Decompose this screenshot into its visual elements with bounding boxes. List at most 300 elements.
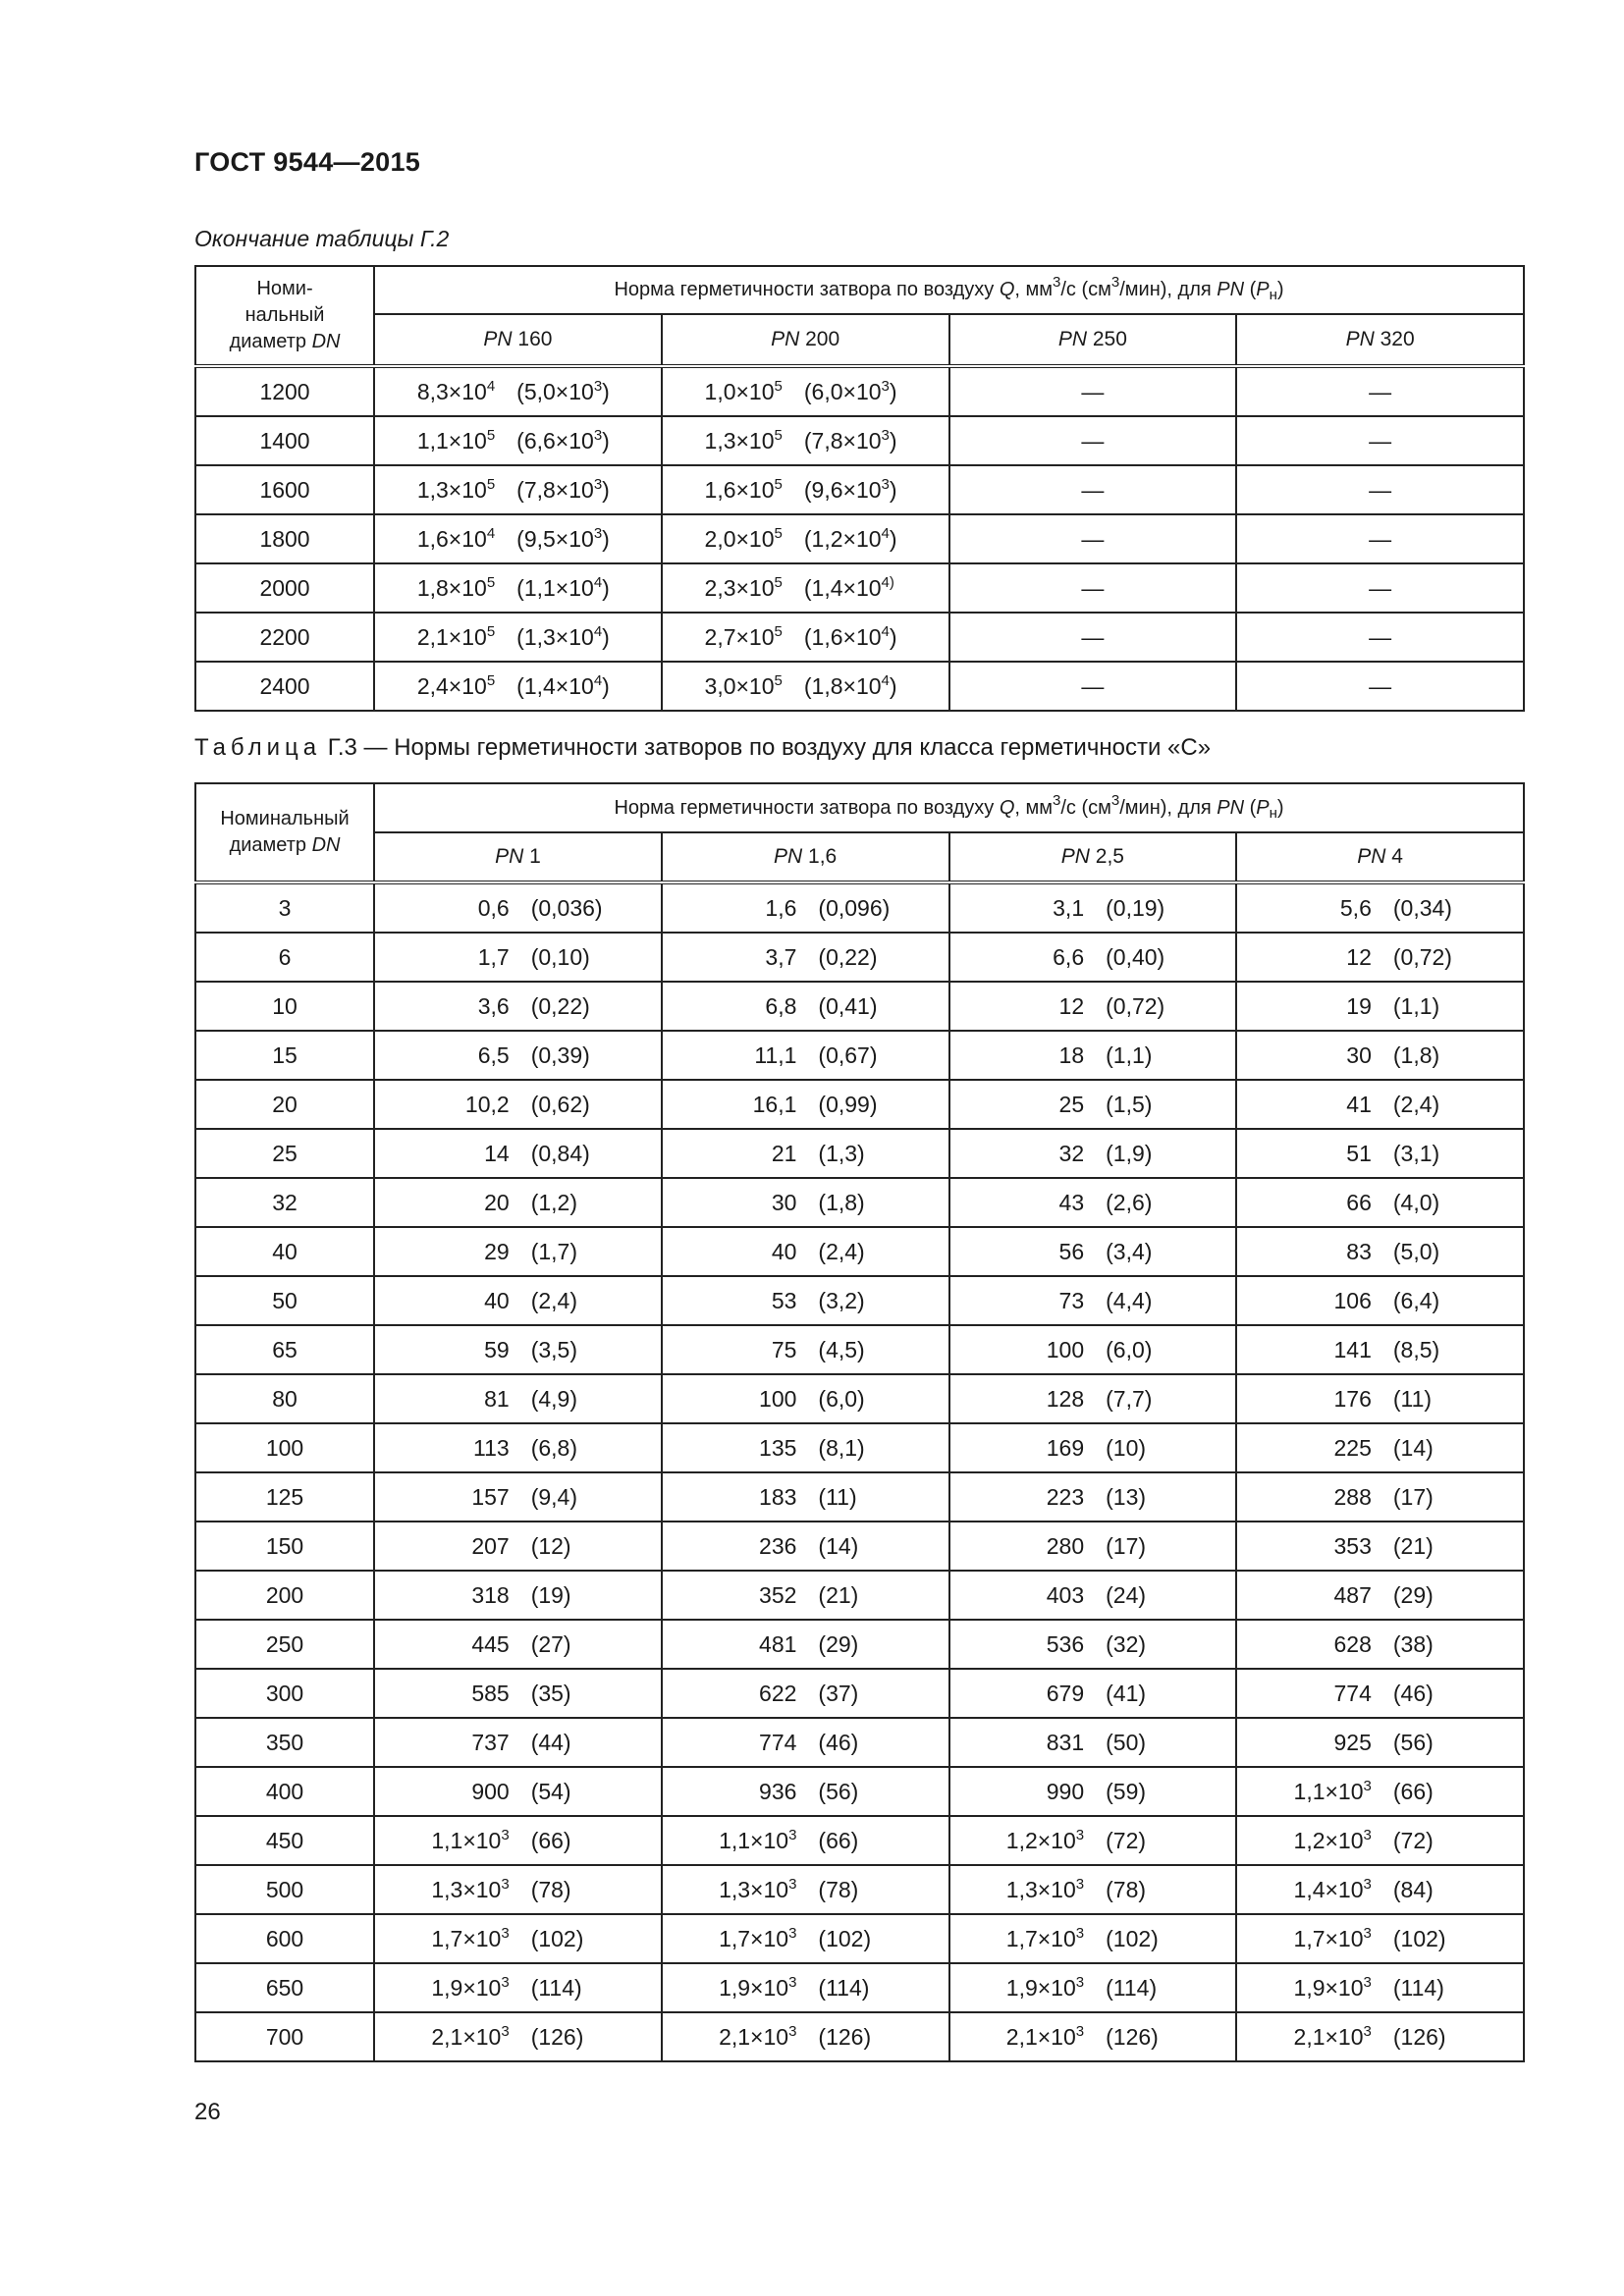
leak-rate-cell <box>1236 1080 1524 1129</box>
leak-rate-alt-value: $(1,4\times 10^4)$ <box>516 671 610 699</box>
leak-rate-cell: — <box>949 465 1237 514</box>
leak-rate-value: $2,1\times 10^5$ <box>416 622 496 650</box>
leak-rate-cell <box>374 514 662 563</box>
leak-rate-value: 16,1 <box>752 1091 797 1117</box>
leak-rate-alt-value: (1,3) <box>818 1140 865 1166</box>
leak-rate-alt-value: (126) <box>818 2023 872 2050</box>
leak-rate-value: 14 <box>484 1140 510 1166</box>
leak-rate-alt-value: (126) <box>1106 2023 1159 2050</box>
leak-rate-alt-value: (102) <box>1106 1925 1159 1951</box>
leak-rate-alt-value: (78) <box>1106 1876 1147 1902</box>
leak-rate-alt-value: (0,67) <box>818 1041 878 1068</box>
pn-column-header: PN 250 <box>949 314 1237 366</box>
leak-rate-value: $1,3\times 10^5$ <box>704 426 783 454</box>
leak-rate-alt-value: (66) <box>530 1827 571 1853</box>
leak-rate-alt-value: (3,2) <box>818 1287 865 1313</box>
leak-rate-alt-value: (102) <box>1392 1925 1446 1951</box>
leak-rate-alt-value: (0,39) <box>530 1041 590 1068</box>
leak-rate-value: 106 <box>1333 1287 1372 1313</box>
leak-rate-value: $1,3\times 10^5$ <box>416 475 496 503</box>
leak-rate-value: 20 <box>484 1189 510 1215</box>
leak-rate-cell <box>1236 1129 1524 1178</box>
leak-rate-value: 51 <box>1346 1140 1372 1166</box>
table-row <box>195 1816 1524 1865</box>
leak-rate-value: 128 <box>1046 1385 1085 1412</box>
leak-rate-alt-value: (38) <box>1392 1630 1434 1657</box>
leak-rate-value: 56 <box>1058 1238 1085 1264</box>
table-row <box>195 366 1524 416</box>
leak-rate-cell <box>1236 1669 1524 1718</box>
leak-rate-cell <box>374 1620 662 1669</box>
table-row <box>195 1718 1524 1767</box>
leak-rate-alt-value: (114) <box>1106 1974 1158 2001</box>
leak-rate-alt-value: (0,10) <box>530 943 590 970</box>
leak-rate-cell <box>374 882 662 933</box>
leak-rate-alt-value: (0,72) <box>1106 992 1165 1019</box>
leak-rate-cell <box>1236 1374 1524 1423</box>
leak-rate-alt-value: (66) <box>1392 1778 1434 1804</box>
leak-rate-value: 536 <box>1046 1630 1085 1657</box>
leak-rate-alt-value: (114) <box>1392 1974 1444 2001</box>
leak-rate-alt-value: (54) <box>530 1778 571 1804</box>
leak-rate-alt-value: (8,1) <box>818 1434 865 1461</box>
leak-rate-cell <box>662 1767 949 1816</box>
dn-cell: 40 <box>195 1227 374 1276</box>
leak-rate-cell <box>374 1325 662 1374</box>
leak-rate-value: $1,7\times 10^3$ <box>431 1924 510 1951</box>
leak-rate-cell <box>1236 1865 1524 1914</box>
dn-cell: 300 <box>195 1669 374 1718</box>
leak-rate-alt-value: (29) <box>1392 1581 1434 1608</box>
leak-rate-cell <box>662 1276 949 1325</box>
leak-rate-cell <box>949 882 1237 933</box>
table-row <box>195 563 1524 613</box>
dn-cell: 2400 <box>195 662 374 711</box>
leak-rate-cell <box>662 1816 949 1865</box>
leak-rate-alt-value: (72) <box>1106 1827 1147 1853</box>
leak-rate-cell <box>1236 1914 1524 1963</box>
leak-rate-alt-value: $(6,0\times 10^3)$ <box>803 377 897 404</box>
leak-rate-value: $1,2\times 10^3$ <box>1005 1826 1085 1853</box>
leak-rate-value: 100 <box>759 1385 797 1412</box>
leak-rate-cell <box>1236 1718 1524 1767</box>
leak-rate-value: $8,3\times 10^4$ <box>416 377 496 404</box>
leak-rate-cell: — <box>949 366 1237 416</box>
table-row <box>195 1522 1524 1571</box>
leak-rate-alt-value: (78) <box>818 1876 859 1902</box>
leak-rate-alt-value: $(7,8\times 10^3)$ <box>516 475 610 503</box>
leak-rate-value: 113 <box>473 1434 510 1461</box>
leak-rate-alt-value: (46) <box>1392 1680 1434 1706</box>
dn-cell: 2000 <box>195 563 374 613</box>
table-row <box>195 514 1524 563</box>
leak-rate-value: 40 <box>484 1287 510 1313</box>
leak-rate-cell <box>662 613 949 662</box>
leak-rate-cell <box>374 1031 662 1080</box>
leak-rate-cell <box>1236 1423 1524 1472</box>
leak-rate-alt-value: (37) <box>818 1680 859 1706</box>
leak-rate-value: $1,7\times 10^3$ <box>1005 1924 1085 1951</box>
leak-rate-value: $1,1\times 10^3$ <box>431 1826 510 1853</box>
leak-rate-value: 41 <box>1346 1091 1372 1117</box>
leak-rate-alt-value: (46) <box>818 1729 859 1755</box>
leak-rate-alt-value: (126) <box>1392 2023 1446 2050</box>
leak-rate-value: 585 <box>471 1680 510 1706</box>
leak-rate-alt-value: (78) <box>530 1876 571 1902</box>
leak-rate-alt-value: (2,4) <box>530 1287 577 1313</box>
leak-rate-value: 622 <box>759 1680 797 1706</box>
leak-rate-value: 925 <box>1333 1729 1372 1755</box>
leak-rate-cell: — <box>1236 514 1524 563</box>
leak-rate-alt-value: $(1,8\times 10^4)$ <box>803 671 897 699</box>
leak-rate-cell <box>374 1472 662 1522</box>
leak-rate-alt-value: (14) <box>818 1532 859 1559</box>
leak-rate-cell <box>949 933 1237 982</box>
pn-column-header: PN 4 <box>1236 832 1524 882</box>
leak-rate-value: 83 <box>1346 1238 1372 1264</box>
leak-rate-value: 6,6 <box>1053 943 1085 970</box>
leak-rate-alt-value: $(1,1\times 10^4)$ <box>516 573 610 601</box>
leak-rate-alt-value: (66) <box>818 1827 859 1853</box>
leak-rate-value: $1,7\times 10^3$ <box>719 1924 797 1951</box>
leak-rate-cell <box>662 563 949 613</box>
leak-rate-value: 481 <box>759 1630 797 1657</box>
leak-rate-alt-value: (6,4) <box>1392 1287 1440 1313</box>
leak-rate-value: 12 <box>1346 943 1372 970</box>
leak-rate-cell: — <box>1236 662 1524 711</box>
leak-rate-cell <box>1236 1031 1524 1080</box>
table-row <box>195 1914 1524 1963</box>
leak-rate-value: $2,1\times 10^3$ <box>1005 2022 1085 2050</box>
leak-rate-alt-value: (12) <box>530 1532 571 1559</box>
leak-rate-alt-value: (13) <box>1106 1483 1147 1510</box>
leak-rate-cell <box>374 982 662 1031</box>
leak-rate-alt-value: (4,9) <box>530 1385 577 1412</box>
leak-rate-header: Норма герметичности затвора по воздуху Q, $мм^3/с$ $(см^3/мин)$, для PN $(P_н)$ <box>374 783 1524 832</box>
leak-rate-value: 318 <box>471 1581 510 1608</box>
dn-cell: 50 <box>195 1276 374 1325</box>
leak-rate-cell <box>374 1276 662 1325</box>
leak-rate-value: 73 <box>1058 1287 1085 1313</box>
leak-rate-alt-value: (0,22) <box>818 943 878 970</box>
leak-rate-value: 21 <box>771 1140 797 1166</box>
leak-rate-value: 288 <box>1333 1483 1372 1510</box>
leak-rate-alt-value: (6,8) <box>530 1434 577 1461</box>
leak-rate-cell <box>374 1767 662 1816</box>
leak-rate-cell <box>949 1472 1237 1522</box>
leak-rate-cell: — <box>1236 416 1524 465</box>
table-row <box>195 662 1524 711</box>
leak-rate-alt-value: (0,036) <box>530 894 603 921</box>
leak-rate-cell <box>662 1423 949 1472</box>
table-g3-caption: Таблица Г.3 — Нормы герметичности затворов по воздуху для класса герметичности «С» <box>194 734 1212 761</box>
dn-cell: 150 <box>195 1522 374 1571</box>
leak-rate-cell <box>662 1031 949 1080</box>
leak-rate-value: $2,7\times 10^5$ <box>704 622 783 650</box>
leak-rate-alt-value: (4,0) <box>1392 1189 1440 1215</box>
leak-rate-cell <box>374 1374 662 1423</box>
leak-rate-value: $1,1\times 10^5$ <box>416 426 496 454</box>
leak-rate-cell <box>662 1963 949 2012</box>
dn-cell: 400 <box>195 1767 374 1816</box>
table-row <box>195 1178 1524 1227</box>
leak-rate-cell <box>1236 1276 1524 1325</box>
leak-rate-alt-value: (6,0) <box>1106 1336 1153 1362</box>
leak-rate-value: 0,6 <box>477 894 510 921</box>
leak-rate-alt-value: (0,34) <box>1392 894 1452 921</box>
table-row <box>195 1963 1524 2012</box>
leak-rate-alt-value: (126) <box>530 2023 584 2050</box>
leak-rate-value: 169 <box>1046 1434 1085 1461</box>
leak-rate-cell <box>662 933 949 982</box>
leak-rate-value: 43 <box>1058 1189 1085 1215</box>
leak-rate-value: 990 <box>1046 1778 1085 1804</box>
leak-rate-value: 774 <box>1333 1680 1372 1706</box>
leak-rate-cell <box>662 1571 949 1620</box>
leak-rate-cell <box>949 1522 1237 1571</box>
leak-rate-value: 3,1 <box>1053 894 1085 921</box>
dn-cell: 15 <box>195 1031 374 1080</box>
leak-rate-cell <box>374 1669 662 1718</box>
leak-rate-cell <box>662 662 949 711</box>
dn-cell: 700 <box>195 2012 374 2061</box>
leak-rate-value: $1,3\times 10^3$ <box>431 1875 510 1902</box>
leak-rate-value: $2,3\times 10^5$ <box>704 573 783 601</box>
leak-rate-cell <box>662 1669 949 1718</box>
leak-rate-alt-value: (29) <box>818 1630 859 1657</box>
leak-rate-value: 53 <box>771 1287 797 1313</box>
leak-rate-alt-value: (59) <box>1106 1778 1147 1804</box>
table-row <box>195 1325 1524 1374</box>
leak-rate-cell <box>949 1767 1237 1816</box>
leak-rate-cell <box>949 1325 1237 1374</box>
leak-rate-alt-value: (2,6) <box>1106 1189 1153 1215</box>
leak-rate-value: 236 <box>759 1532 797 1559</box>
table-row <box>195 416 1524 465</box>
table-g2 <box>194 265 1525 712</box>
leak-rate-alt-value: (10) <box>1106 1434 1147 1461</box>
leak-rate-cell <box>1236 1522 1524 1571</box>
leak-rate-cell <box>662 416 949 465</box>
leak-rate-value: 40 <box>771 1238 797 1264</box>
leak-rate-value: $1,6\times 10^4$ <box>416 524 496 552</box>
dn-cell: 450 <box>195 1816 374 1865</box>
leak-rate-alt-value: (8,5) <box>1392 1336 1440 1362</box>
leak-rate-value: $2,1\times 10^3$ <box>1293 2022 1372 2050</box>
leak-rate-value: 75 <box>771 1336 797 1362</box>
leak-rate-value: $1,7\times 10^3$ <box>1293 1924 1372 1951</box>
leak-rate-cell <box>374 1227 662 1276</box>
dn-cell: 80 <box>195 1374 374 1423</box>
leak-rate-cell <box>949 1276 1237 1325</box>
leak-rate-value: 679 <box>1046 1680 1085 1706</box>
leak-rate-cell <box>949 1816 1237 1865</box>
leak-rate-cell <box>374 1865 662 1914</box>
leak-rate-alt-value: (0,62) <box>530 1091 590 1117</box>
leak-rate-cell <box>662 1718 949 1767</box>
leak-rate-alt-value: (35) <box>530 1680 571 1706</box>
leak-rate-value: 66 <box>1346 1189 1372 1215</box>
leak-rate-value: $1,3\times 10^3$ <box>719 1875 797 1902</box>
leak-rate-cell: — <box>1236 366 1524 416</box>
leak-rate-alt-value: (1,1) <box>1106 1041 1153 1068</box>
leak-rate-cell <box>1236 882 1524 933</box>
leak-rate-cell <box>949 1963 1237 2012</box>
leak-rate-cell <box>949 1718 1237 1767</box>
leak-rate-value: $1,1\times 10^3$ <box>1293 1777 1372 1804</box>
pn-column-header: PN 320 <box>1236 314 1524 366</box>
pn-column-header: PN 1,6 <box>662 832 949 882</box>
leak-rate-alt-value: (1,8) <box>818 1189 865 1215</box>
leak-rate-value: $2,1\times 10^3$ <box>719 2022 797 2050</box>
table-row <box>195 1767 1524 1816</box>
leak-rate-alt-value: (56) <box>1392 1729 1434 1755</box>
leak-rate-value: 3,6 <box>477 992 510 1019</box>
dn-cell: 10 <box>195 982 374 1031</box>
leak-rate-value: 30 <box>1346 1041 1372 1068</box>
leak-rate-alt-value: (1,9) <box>1106 1140 1153 1166</box>
leak-rate-cell <box>662 1914 949 1963</box>
leak-rate-cell <box>949 1620 1237 1669</box>
leak-rate-alt-value: (1,1) <box>1392 992 1440 1019</box>
leak-rate-value: 18 <box>1058 1041 1085 1068</box>
leak-rate-value: 3,7 <box>765 943 797 970</box>
leak-rate-alt-value: (50) <box>1106 1729 1147 1755</box>
leak-rate-cell <box>374 1178 662 1227</box>
dn-cell: 3 <box>195 882 374 933</box>
leak-rate-cell <box>662 1080 949 1129</box>
leak-rate-cell <box>374 563 662 613</box>
leak-rate-alt-value: (4,4) <box>1106 1287 1153 1313</box>
table-g2-caption: Окончание таблицы Г.2 <box>194 226 450 251</box>
leak-rate-cell <box>1236 982 1524 1031</box>
leak-rate-value: 11,1 <box>754 1041 797 1068</box>
leak-rate-cell <box>374 2012 662 2061</box>
leak-rate-cell <box>949 1227 1237 1276</box>
table-row <box>195 882 1524 933</box>
leak-rate-cell <box>949 2012 1237 2061</box>
leak-rate-cell <box>949 1129 1237 1178</box>
dn-cell: 20 <box>195 1080 374 1129</box>
leak-rate-cell <box>374 1816 662 1865</box>
leak-rate-cell <box>662 1620 949 1669</box>
leak-rate-cell <box>949 1031 1237 1080</box>
leak-rate-alt-value: $(1,3\times 10^4)$ <box>516 622 610 650</box>
dn-cell: 600 <box>195 1914 374 1963</box>
leak-rate-alt-value: $(9,5\times 10^3)$ <box>516 524 610 552</box>
leak-rate-value: 176 <box>1333 1385 1372 1412</box>
leak-rate-cell <box>374 1963 662 2012</box>
leak-rate-value: $1,9\times 10^3$ <box>719 1973 797 2001</box>
leak-rate-value: 737 <box>471 1729 510 1755</box>
table-g3 <box>194 782 1525 2062</box>
leak-rate-cell <box>1236 2012 1524 2061</box>
leak-rate-alt-value: (21) <box>818 1581 859 1608</box>
leak-rate-alt-value: ($1,4\times 10^{4)}$ <box>803 573 894 601</box>
leak-rate-alt-value: (6,0) <box>818 1385 865 1412</box>
leak-rate-value: 25 <box>1058 1091 1085 1117</box>
dn-cell: 125 <box>195 1472 374 1522</box>
leak-rate-alt-value: (0,99) <box>818 1091 878 1117</box>
leak-rate-alt-value: (102) <box>530 1925 584 1951</box>
leak-rate-value: 280 <box>1046 1532 1085 1559</box>
table-row <box>195 1571 1524 1620</box>
leak-rate-value: 774 <box>759 1729 797 1755</box>
leak-rate-cell <box>662 882 949 933</box>
leak-rate-alt-value: (3,4) <box>1106 1238 1153 1264</box>
leak-rate-alt-value: (44) <box>530 1729 571 1755</box>
leak-rate-cell <box>662 366 949 416</box>
leak-rate-value: 1,7 <box>477 943 510 970</box>
leak-rate-alt-value: (41) <box>1106 1680 1147 1706</box>
leak-rate-cell <box>949 1080 1237 1129</box>
leak-rate-cell: — <box>1236 563 1524 613</box>
leak-rate-alt-value: (11) <box>1392 1385 1433 1412</box>
dn-cell: 250 <box>195 1620 374 1669</box>
dn-cell: 650 <box>195 1963 374 2012</box>
pn-column-header: PN 200 <box>662 314 949 366</box>
leak-rate-alt-value: (0,72) <box>1392 943 1452 970</box>
leak-rate-cell: — <box>1236 613 1524 662</box>
leak-rate-value: 628 <box>1333 1630 1372 1657</box>
leak-rate-alt-value: (0,19) <box>1106 894 1165 921</box>
leak-rate-cell <box>374 1718 662 1767</box>
leak-rate-alt-value: (0,096) <box>818 894 891 921</box>
leak-rate-value: 5,6 <box>1339 894 1372 921</box>
leak-rate-value: $2,0\times 10^5$ <box>704 524 783 552</box>
table-row <box>195 1080 1524 1129</box>
leak-rate-alt-value: $(1,2\times 10^4)$ <box>803 524 897 552</box>
leak-rate-cell <box>949 982 1237 1031</box>
table-row <box>195 1031 1524 1080</box>
leak-rate-alt-value: (0,40) <box>1106 943 1165 970</box>
leak-rate-value: 19 <box>1346 992 1372 1019</box>
leak-rate-alt-value: (3,1) <box>1392 1140 1440 1166</box>
leak-rate-alt-value: (72) <box>1392 1827 1434 1853</box>
table-row <box>195 465 1524 514</box>
leak-rate-alt-value: (114) <box>818 1974 870 2001</box>
table-row <box>195 1865 1524 1914</box>
leak-rate-value: 207 <box>471 1532 510 1559</box>
leak-rate-cell <box>662 1325 949 1374</box>
leak-rate-cell <box>374 366 662 416</box>
leak-rate-alt-value: $(1,6\times 10^4)$ <box>803 622 897 650</box>
dn-cell: 65 <box>195 1325 374 1374</box>
leak-rate-value: 353 <box>1333 1532 1372 1559</box>
dn-cell: 32 <box>195 1178 374 1227</box>
leak-rate-cell <box>1236 1227 1524 1276</box>
dn-cell: 2200 <box>195 613 374 662</box>
leak-rate-value: $1,6\times 10^5$ <box>704 475 783 503</box>
leak-rate-cell: — <box>949 563 1237 613</box>
leak-rate-cell <box>662 1129 949 1178</box>
leak-rate-alt-value: (1,7) <box>530 1238 577 1264</box>
leak-rate-cell <box>662 465 949 514</box>
leak-rate-alt-value: (114) <box>530 1974 582 2001</box>
leak-rate-cell: — <box>949 613 1237 662</box>
leak-rate-value: 403 <box>1046 1581 1085 1608</box>
leak-rate-value: 157 <box>471 1483 510 1510</box>
leak-rate-value: 183 <box>759 1483 797 1510</box>
leak-rate-cell <box>949 1374 1237 1423</box>
leak-rate-alt-value: $(7,8\times 10^3)$ <box>803 426 897 454</box>
table-row <box>195 1620 1524 1669</box>
dn-cell: 200 <box>195 1571 374 1620</box>
leak-rate-value: $1,9\times 10^3$ <box>1005 1973 1085 2001</box>
leak-rate-cell <box>1236 1178 1524 1227</box>
table-row <box>195 2012 1524 2061</box>
leak-rate-cell <box>1236 933 1524 982</box>
